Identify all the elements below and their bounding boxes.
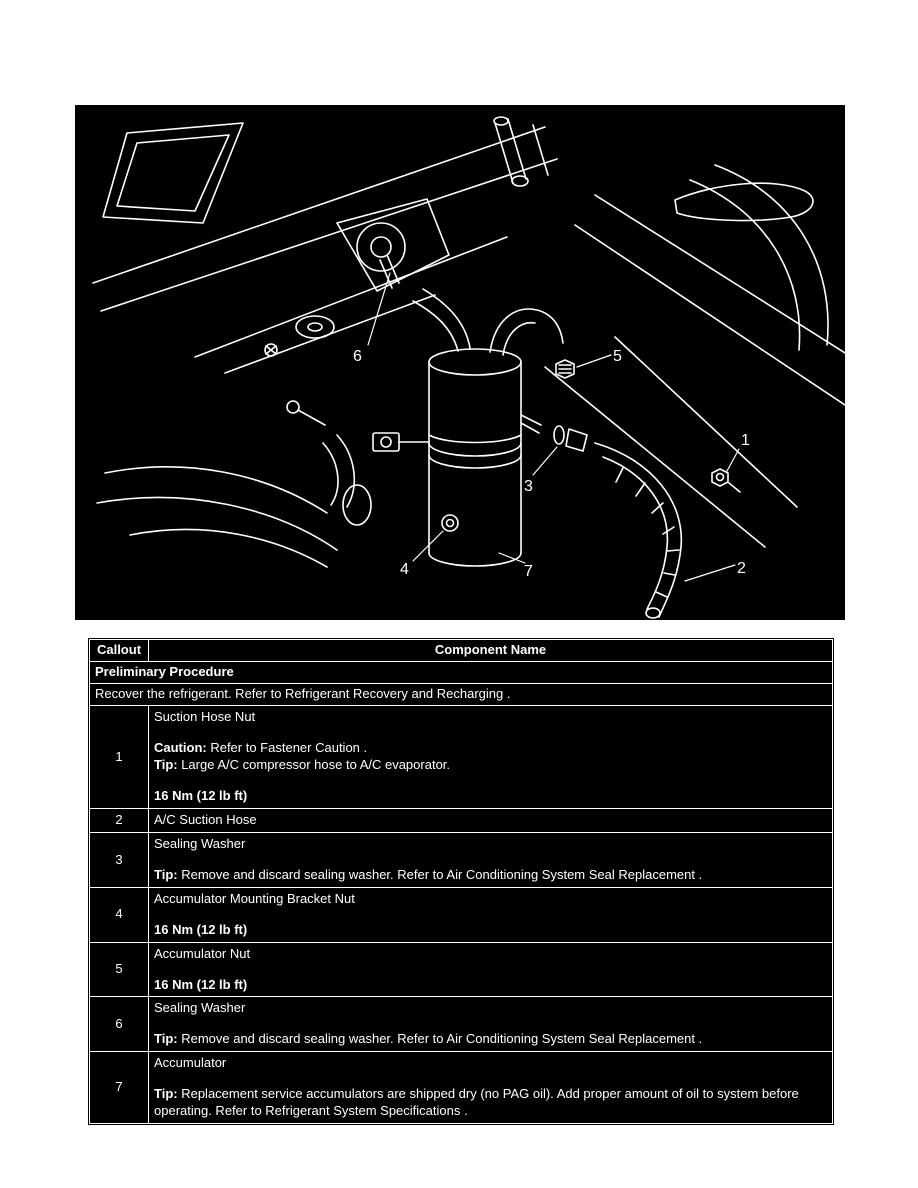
component-description: Accumulator Mounting Bracket Nut 16 Nm (12 lb ft) — [149, 887, 833, 942]
table-row — [90, 705, 833, 809]
callout-number: 5 — [90, 942, 149, 997]
preliminary-procedure-text: Recover the refrigerant. Refer to Refrigerant Recovery and Recharging . — [90, 683, 833, 705]
preliminary-procedure-title: Preliminary Procedure — [90, 661, 833, 683]
component-table — [89, 639, 833, 1124]
table-row — [90, 997, 833, 1052]
component-column-header: Component Name — [149, 640, 833, 662]
component-table-body — [90, 705, 833, 1123]
preliminary-procedure-row — [90, 661, 833, 683]
component-description: Sealing Washer Tip: Remove and discard sealing washer. Refer to Air Conditioning System Seal Replacement . — [149, 833, 833, 888]
table-row — [90, 942, 833, 997]
callout-number: 6 — [90, 997, 149, 1052]
callout-number: 7 — [90, 1052, 149, 1124]
accumulator-diagram — [75, 105, 845, 620]
callout-label: 1 — [741, 432, 750, 449]
component-description: Accumulator Nut 16 Nm (12 lb ft) — [149, 942, 833, 997]
callout-label: 7 — [524, 563, 533, 580]
line-art — [93, 117, 845, 618]
table-row — [90, 833, 833, 888]
callout-number: 4 — [90, 887, 149, 942]
component-description: Suction Hose Nut Caution: Refer to Fastener Caution . Tip: Large A/C compressor hose to A/C evaporator. 16 Nm (12 lb ft) — [149, 705, 833, 809]
accumulator-diagram-panel — [75, 105, 845, 620]
component-description: A/C Suction Hose — [149, 809, 833, 833]
table-row — [90, 1052, 833, 1124]
table-row — [90, 887, 833, 942]
component-description: Sealing Washer Tip: Remove and discard sealing washer. Refer to Air Conditioning System Seal Replacement . — [149, 997, 833, 1052]
table-header-row — [90, 640, 833, 662]
component-table-panel — [88, 638, 834, 1125]
callout-number: 1 — [90, 705, 149, 809]
callout-column-header: Callout — [90, 640, 149, 662]
callout-label: 4 — [400, 561, 409, 578]
callout-number: 3 — [90, 833, 149, 888]
preliminary-procedure-text-row — [90, 683, 833, 705]
callout-number: 2 — [90, 809, 149, 833]
callout-label: 6 — [353, 348, 362, 365]
callout-label: 2 — [737, 560, 746, 577]
callout-label: 5 — [613, 348, 622, 365]
component-description: Accumulator Tip: Replacement service accumulators are shipped dry (no PAG oil). Add proper amount of oil to system before operating. Refer to Refrigerant System Specifications . — [149, 1052, 833, 1124]
callout-label: 3 — [524, 478, 533, 495]
table-row — [90, 809, 833, 833]
